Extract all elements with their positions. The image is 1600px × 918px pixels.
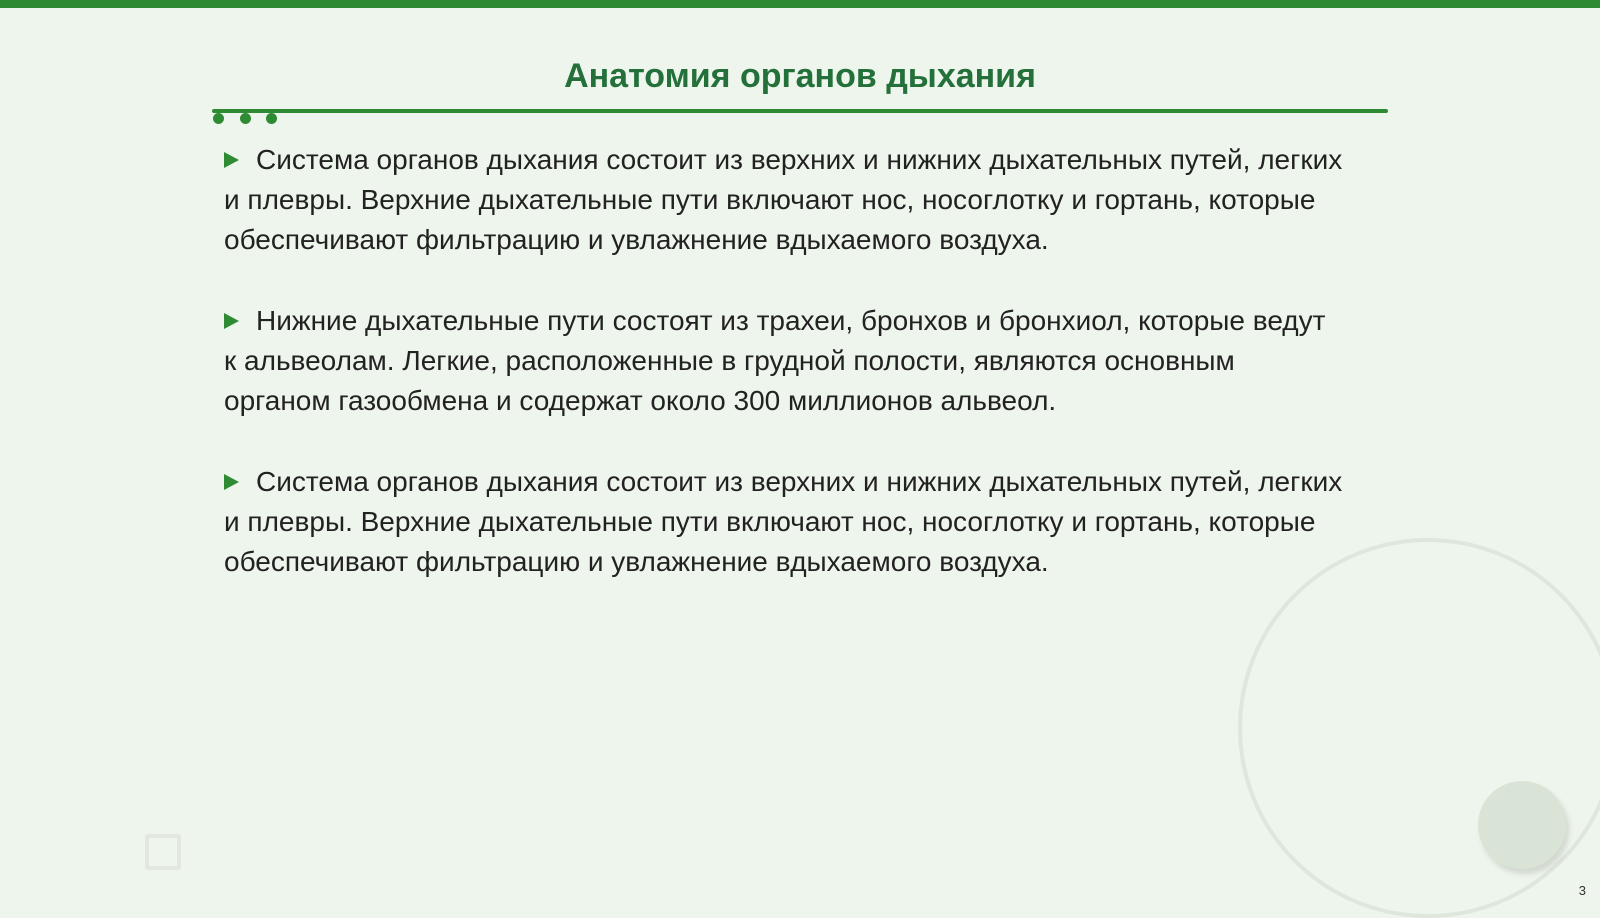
page-number: 3	[1578, 883, 1586, 898]
bullet-text: Система органов дыхания состоит из верхних и нижних дыхательных путей, легких и плевры. Верхние дыхательные пути включают нос, носоглотку и гортань, которые обеспечивают фильтрацию и увлажнение вдыхаемого воздуха.	[224, 466, 1343, 577]
top-accent-bar	[0, 0, 1600, 8]
decorative-dot	[240, 113, 251, 124]
bullet-list	[224, 140, 1344, 623]
bullet-text: Система органов дыхания состоит из верхних и нижних дыхательных путей, легких и плевры. Верхние дыхательные пути включают нос, носоглотку и гортань, которые обеспечивают фильтрацию и увлажнение вдыхаемого воздуха.	[224, 144, 1343, 255]
bullet-item	[224, 140, 1344, 260]
slide-title: Анатомия органов дыхания	[564, 57, 1036, 95]
bullet-item	[224, 462, 1344, 582]
triangle-bullet-icon	[224, 152, 239, 168]
triangle-bullet-icon	[224, 474, 239, 490]
decorative-dot	[266, 113, 277, 124]
decorative-dot	[213, 113, 224, 124]
triangle-bullet-icon	[224, 313, 239, 329]
bullet-text: Нижние дыхательные пути состоят из трахеи, бронхов и бронхиол, которые ведут к альвеолам. Легкие, расположенные в грудной полости, являются основным органом газообмена и содержат около 300 миллионов альвеол.	[224, 305, 1326, 416]
decorative-circle	[1478, 781, 1566, 869]
decorative-square	[145, 834, 181, 870]
title-underline	[212, 109, 1388, 113]
bullet-item	[224, 301, 1344, 421]
